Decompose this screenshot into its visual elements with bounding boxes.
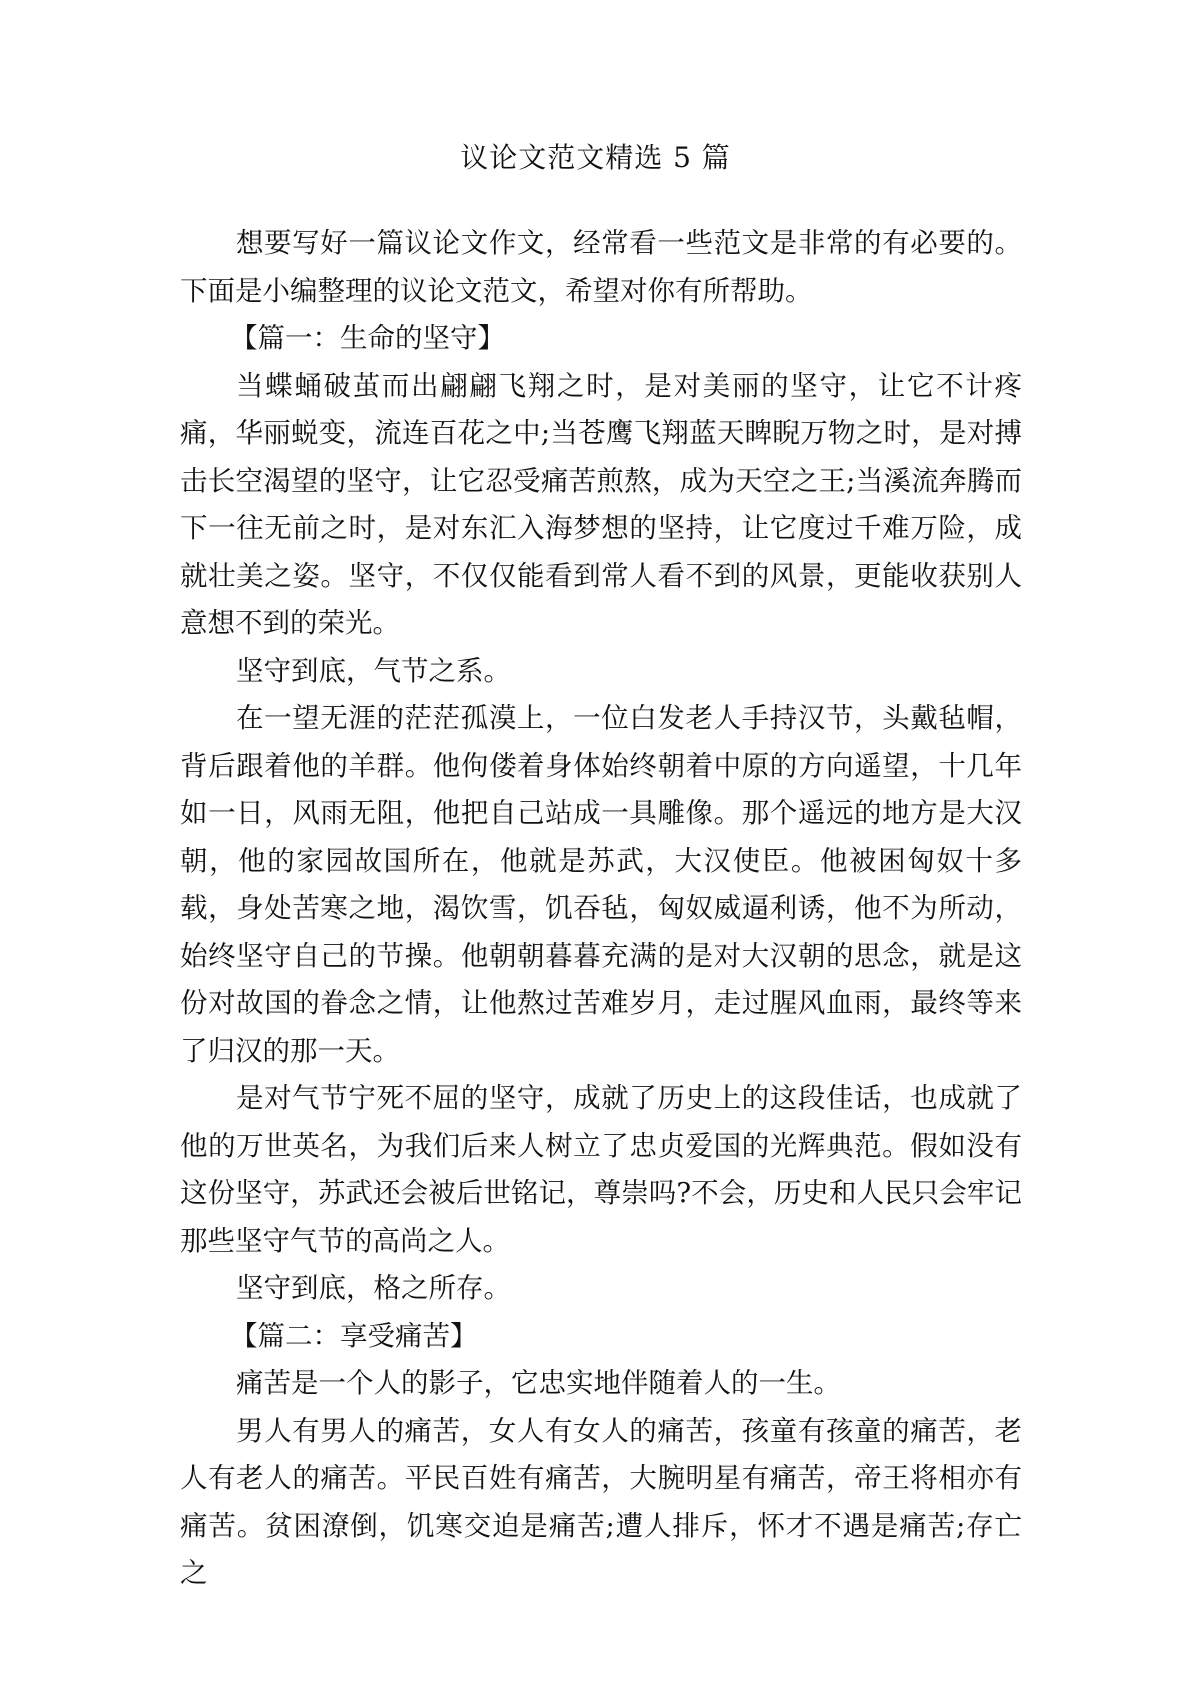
paragraph: 坚守到底，格之所存。 bbox=[236, 1272, 511, 1304]
paragraph: 是对气节宁死不屈的坚守，成就了历史上的这段佳话，也成就了他的万世英名，为我们后来人树立了忠贞爱国的光辉典范。假如没有这份坚守，苏武还会被后世铭记，尊崇吗?不会，历史和人民只会牢记那些坚守气节的高尚之人。 bbox=[180, 1082, 1022, 1257]
paragraph: 当蝶蛹破茧而出翩翩飞翔之时，是对美丽的坚守，让它不计疼痛，华丽蜕变，流连百花之中;当苍鹰飞翔蓝天睥睨万物之时，是对搏击长空渴望的坚守，让它忍受痛苦煎熬，成为天空之王;当溪流奔腾而下一往无前之时，是对东汇入海梦想的坚持，让它度过千难万险，成就壮美之姿。坚守，不仅仅能看到常人看不到的风景，更能收获别人意想不到的荣光。 bbox=[180, 369, 1022, 639]
section-heading-2: 【篇二：享受痛苦】 bbox=[230, 1319, 478, 1352]
paragraph: 坚守到底，气节之系。 bbox=[236, 654, 511, 687]
document-body bbox=[180, 220, 1022, 1598]
section-heading-1: 【篇一：生命的坚守】 bbox=[230, 322, 505, 354]
paragraph-intro: 想要写好一篇议论文作文，经常看一些范文是非常的有必要的。下面是小编整理的议论文范文，希望对你有所帮助。 bbox=[180, 227, 1022, 307]
document-title: 议论文范文精选 5 篇 bbox=[460, 141, 731, 174]
paragraph: 在一望无涯的茫茫孤漠上，一位白发老人手持汉节，头戴毡帽，背后跟着他的羊群。他佝偻着身体始终朝着中原的方向遥望，十几年如一日，风雨无阻，他把自己站成一具雕像。那个遥远的地方是大汉朝，他的家园故国所在，他就是苏武，大汉使臣。他被困匈奴十多载，身处苦寒之地，渴饮雪，饥吞毡，匈奴威逼利诱，他不为所动，始终坚守自己的节操。他朝朝暮暮充满的是对大汉朝的思念，就是这份对故国的眷念之情，让他熬过苦难岁月，走过腥风血雨，最终等来了归汉的那一天。 bbox=[180, 702, 1022, 1067]
paragraph: 男人有男人的痛苦，女人有女人的痛苦，孩童有孩童的痛苦，老人有老人的痛苦。平民百姓有痛苦，大腕明星有痛苦，帝王将相亦有痛苦。贫困潦倒，饥寒交迫是痛苦;遭人排斥，怀才不遇是痛苦;存亡之 bbox=[180, 1414, 1022, 1589]
paragraph: 痛苦是一个人的影子，它忠实地伴随着人的一生。 bbox=[236, 1367, 841, 1399]
